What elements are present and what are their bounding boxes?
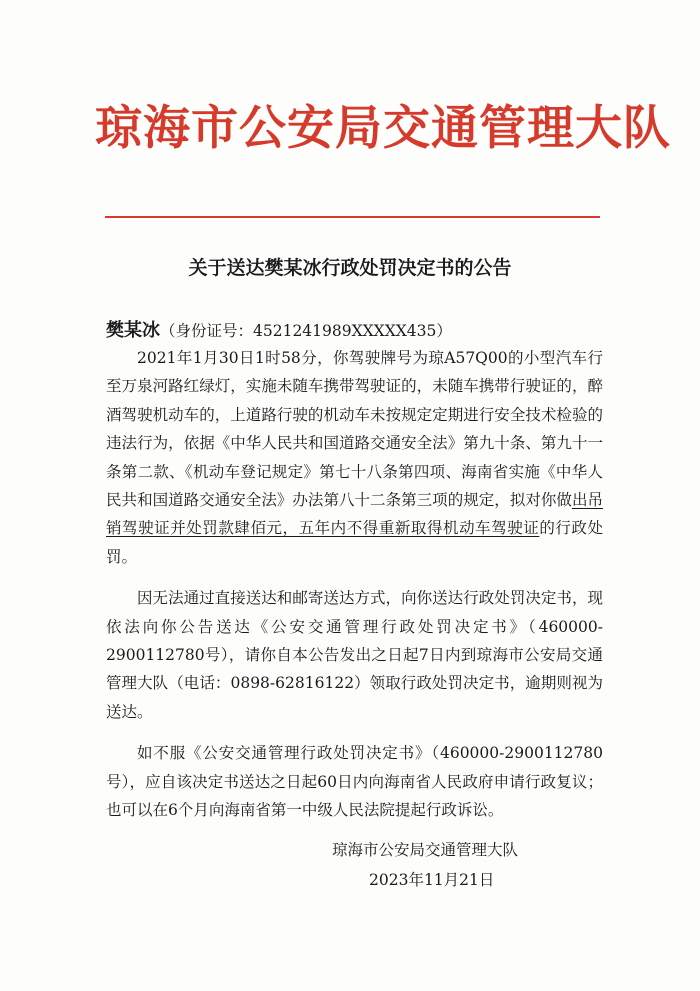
signature-organization: 琼海市公安局交通管理大队 [332, 841, 519, 859]
addressee-line [106, 318, 606, 344]
penalty-text: 出吊销驾驶证并处罚款肆佰元，五年内不得重新取得机动车驾驶证 [106, 491, 603, 538]
addressee-id: （身份证号：4521241989XXXXX435） [160, 322, 452, 340]
violation-closing: 的行政处罚。 [106, 519, 603, 566]
appeal-paragraph: 如不服《公安交通管理行政处罚决定书》（460000-2900112780号），应自该决定书送达之日起60日内向海南省人民政府申请行政复议；也可以在6个月向海南省第一中级人民法院提起行政诉讼。 [106, 744, 603, 820]
addressee-name: 樊某冰 [106, 320, 160, 341]
violation-text: 2021年1月30日1时58分，你驾驶牌号为琼A57Q00的小型汽车行至万泉河路红绿灯，实施未随车携带驾驶证的，未随车携带行驶证的，醉酒驾驶机动车的，上道路行驶的机动车未按规定定期进行安全技术检验的违法行为，依据《中华人民共和国道路交通安全法》第九十条、第九十一条第二款、《机动车登记规定》第七十八条第四项、海南省实施《中华人民共和国道路交通安全法》办法第八十二条第三项的规定，拟对你做 [106, 349, 603, 510]
document-title: 关于送达樊某冰行政处罚决定书的公告 [188, 257, 512, 279]
signature-date: 2023年11月21日 [369, 871, 495, 889]
red-divider-line [105, 216, 600, 218]
service-paragraph: 因无法通过直接送达和邮寄送达方式，向你送达行政处罚决定书，现依法向你公告送达《公安交通管理行政处罚决定书》（460000-2900112780号），请你自本公告发出之日起7日内到琼海市公安局交通管理大队（电话：0898-62816122）领取行政处罚决定书，逾期则视为送达。 [106, 589, 603, 721]
violation-paragraph [106, 344, 603, 571]
notice-body [106, 344, 603, 825]
organization-header: 琼海市公安局交通管理大队 [95, 101, 671, 156]
